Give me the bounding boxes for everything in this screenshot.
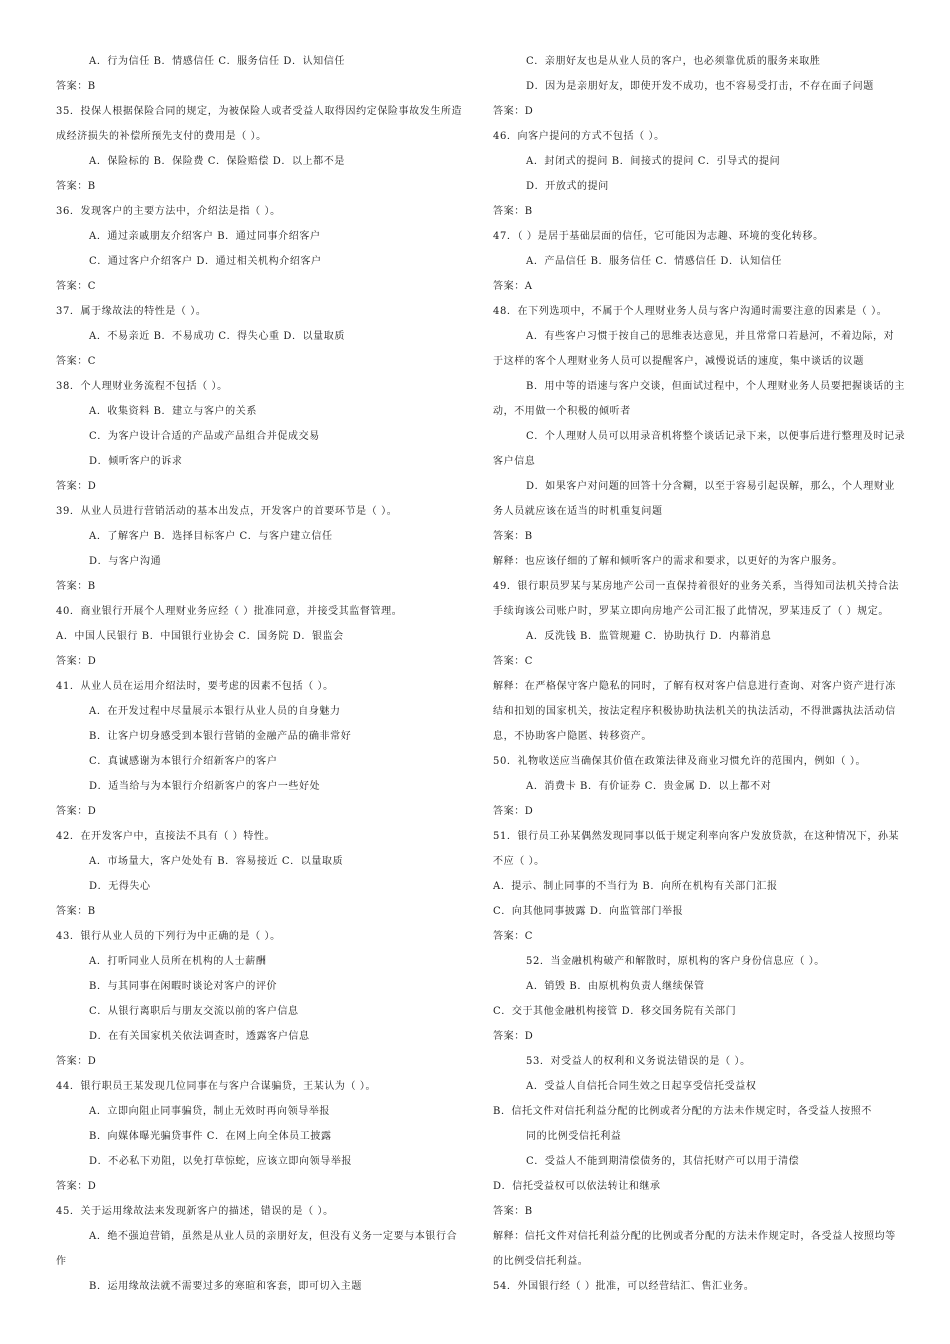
text-line: A．销毁 B．由原机构负责人继续保管 [526,981,705,992]
text-line: D．在有关国家机关依法调查时，透露客户信息 [89,1031,310,1042]
text-line: 46．向客户提问的方式不包括（ ）。 [493,131,665,142]
text-line: A．中国人民银行 B．中国银行业协会 C．国务院 D．银监会 [56,631,344,642]
text-line: B．用中等的语速与客户交谈，但面试过程中，个人理财业务人员要把握谈话的主 [526,381,905,392]
text-line: 结和扣划的国家机关，按法定程序积极协助执法机关的执法活动，不得泄露执法活动信 [493,706,896,717]
text-line: C．个人理财人员可以用录音机将整个谈话记录下来，以便事后进行整理及时记录 [526,431,906,442]
text-line: D．如果客户对问题的回答十分含糊，以至于容易引起误解，那么，个人理财业 [526,481,896,492]
text-line: 解释：信托文件对信托利益分配的比例或者分配的方法未作规定时，各受益人按照均等 [493,1231,896,1242]
text-line: 答案：D [56,656,97,667]
text-line: 解释：在严格保守客户隐私的同时，了解有权对客户信息进行查询、对客户资产进行冻 [493,681,896,692]
text-line: C．向其他同事披露 D．向监管部门举报 [493,906,684,917]
text-line: 于这样的客个人理财业务人员可以提醒客户，减慢说话的速度，集中谈话的议题 [493,356,864,367]
text-line: B．与其同事在闲暇时谈论对客户的评价 [89,981,278,992]
text-line: 动，不用做一个积极的倾听者 [493,406,631,417]
text-line: 解释：也应该仔细的了解和倾听客户的需求和要求，以更好的为客户服务。 [493,556,843,567]
text-line: 53．对受益人的权利和义务说法错误的是（ ）。 [526,1056,751,1067]
text-line: 51．银行员工孙某偶然发现同事以低于规定利率向客户发放贷款，在这种情况下，孙某 [493,831,900,842]
text-line: B．信托文件对信托利益分配的比例或者分配的方法未作规定时，各受益人按照不 [493,1106,872,1117]
text-line: A．反洗钱 B．监管规避 C．协助执行 D．内幕消息 [526,631,772,642]
left-column [56,49,461,1299]
text-line: C．亲朋好友也是从业人员的客户，也必须靠优质的服务来取胜 [526,56,821,67]
text-line: A．提示、制止同事的不当行为 B．向所在机构有关部门汇报 [493,881,778,892]
text-line: D．倾听客户的诉求 [89,456,183,467]
text-line: D．开放式的提问 [526,181,609,192]
text-line: 36．发现客户的主要方法中，介绍法是指（ ）。 [56,206,281,217]
text-line: C．真诚感谢为本银行介绍新客户的客户 [89,756,278,767]
text-line: D．与客户沟通 [89,556,162,567]
text-line: 48．在下列选项中，不属于个人理财业务人员与客户沟通时需要注意的因素是（ ）。 [493,306,888,317]
text-line: 答案：D [56,806,97,817]
text-line: 答案：C [56,281,97,292]
text-line: 答案：C [493,656,534,667]
text-line: A．了解客户 B．选择目标客户 C．与客户建立信任 [89,531,333,542]
text-line: A．通过亲戚朋友介绍客户 B．通过同事介绍客户 [89,231,321,242]
text-line: A．收集资料 B．建立与客户的关系 [89,406,257,417]
text-line: D．适当给与为本银行介绍新客户的客户一些好处 [89,781,321,792]
text-line: D．不必私下劝阻，以免打草惊蛇，应该立即向领导举报 [89,1156,353,1167]
text-line: A．在开发过程中尽量展示本银行从业人员的自身魅力 [89,706,341,717]
text-line: C．从银行离职后与朋友交流以前的客户信息 [89,1006,299,1017]
text-line: 答案：A [493,281,533,292]
text-line: 答案：B [56,581,96,592]
text-line: A．立即向阻止同事骗贷，制止无效时再向领导举报 [89,1106,331,1117]
text-line: D．因为是亲朋好友，即使开发不成功，也不容易受打击，不存在面子问题 [526,81,874,92]
text-line: 的比例受信托利益。 [493,1256,589,1267]
text-line: 作 [56,1256,67,1267]
text-line: 答案：B [493,206,533,217]
text-line: 成经济损失的补偿所预先支付的费用是（ ）。 [56,131,267,142]
text-line: C．通过客户介绍客户 D．通过相关机构介绍客户 [89,256,322,267]
text-line: 54．外国银行经（ ）批准，可以经营结汇、售汇业务。 [493,1281,755,1292]
text-line: C．受益人不能到期清偿债务的，其信托财产可以用于清偿 [526,1156,800,1167]
text-line: C．交于其他金融机构接管 D．移交国务院有关部门 [493,1006,737,1017]
right-column [493,49,906,1299]
text-line: 42．在开发客户中，直接法不具有（ ）特性。 [56,831,276,842]
text-line: 答案：B [56,181,96,192]
text-line: A．产品信任 B．服务信任 C．情感信任 D．认知信任 [526,256,782,267]
text-line: 50．礼物收送应当确保其价值在政策法律及商业习惯允许的范围内，例如（ ）。 [493,756,867,767]
text-line: D．信托受益权可以依法转让和继承 [493,1181,661,1192]
text-line: D．无得失心 [89,881,151,892]
text-line: B．向媒体曝光骗贷事件 C．在网上向全体员工披露 [89,1131,332,1142]
text-line: B．运用缘故法就不需要过多的寒暄和客套，即可切入主题 [89,1281,362,1292]
text-line: 同的比例受信托利益 [526,1131,622,1142]
text-line: A．封闭式的提问 B．间接式的提问 C．引导式的提问 [526,156,781,167]
text-line: A．打听同业人员所在机构的人士薪酬 [89,956,267,967]
text-line: A．消费卡 B．有价证券 C．贵金属 D．以上都不对 [526,781,772,792]
text-line: A．保险标的 B．保险费 C．保险赔偿 D．以上都不是 [89,156,345,167]
text-line: 答案：D [493,1031,534,1042]
text-line: 38．个人理财业务流程不包括（ ）。 [56,381,228,392]
text-line: B．让客户切身感受到本银行营销的金融产品的确非常好 [89,731,352,742]
text-line: 答案：B [493,1206,533,1217]
text-line: 49．银行职员罗某与某房地产公司一直保持着很好的业务关系，当得知司法机关持合法 [493,581,900,592]
text-line: 35．投保人根据保险合同的规定，为被保险人或者受益人取得因约定保险事故发生所造 [56,106,463,117]
text-line: A．不易亲近 B．不易成功 C．得失心重 D．以量取质 [89,331,345,342]
text-line: 44．银行职员王某发现几位同事在与客户合谋骗贷，王某认为（ ）。 [56,1081,377,1092]
text-line: 52．当金融机构破产和解散时，原机构的客户身份信息应（ ）。 [526,956,825,967]
text-line: A．市场量大，客户处处有 B．容易接近 C．以量取质 [89,856,344,867]
text-line: A．绝不强迫营销，虽然是从业人员的亲朋好友，但没有义务一定要与本银行合 [89,1231,458,1242]
text-line: 答案：B [56,81,96,92]
text-line: 43．银行从业人员的下列行为中正确的是（ ）。 [56,931,281,942]
text-line: 47．（ ）是居于基础层面的信任，它可能因为志趣、环境的变化转移。 [493,231,824,242]
text-line: 答案：B [56,906,96,917]
text-line: 答案：D [493,106,534,117]
text-line: 答案：C [493,931,534,942]
text-line: 答案：B [493,531,533,542]
text-line: A．受益人自信托合同生效之日起享受信托受益权 [526,1081,757,1092]
text-line: 客户信息 [493,456,536,467]
text-line: 息，不协助客户隐匿、转移资产。 [493,731,652,742]
text-line: A．行为信任 B．情感信任 C．服务信任 D．认知信任 [89,56,345,67]
text-line: 答案：D [493,806,534,817]
text-line: 37．属于缘故法的特性是（ ）。 [56,306,207,317]
text-line: 不应（ ）。 [493,856,545,867]
text-line: 45．关于运用缘故法来发现新客户的描述，错误的是（ ）。 [56,1206,334,1217]
text-line: 答案：D [56,481,97,492]
text-line: 务人员就应该在适当的时机重复问题 [493,506,663,517]
text-line: A．有些客户习惯于按自己的思维表达意见，并且常常口若悬河，不着边际，对 [526,331,895,342]
text-line: 答案：D [56,1056,97,1067]
text-line: 41．从业人员在运用介绍法时，要考虑的因素不包括（ ）。 [56,681,334,692]
text-line: 答案：D [56,1181,97,1192]
text-line: C．为客户设计合适的产品或产品组合并促成交易 [89,431,320,442]
text-line: 39．从业人员进行营销活动的基本出发点，开发客户的首要环节是（ ）。 [56,506,398,517]
text-line: 40．商业银行开展个人理财业务应经（ ）批准同意，并接受其监督管理。 [56,606,403,617]
text-line: 手续询该公司账户时，罗某立即向房地产公司汇报了此情况，罗某违反了（ ）规定。 [493,606,889,617]
text-line: 答案：C [56,356,97,367]
